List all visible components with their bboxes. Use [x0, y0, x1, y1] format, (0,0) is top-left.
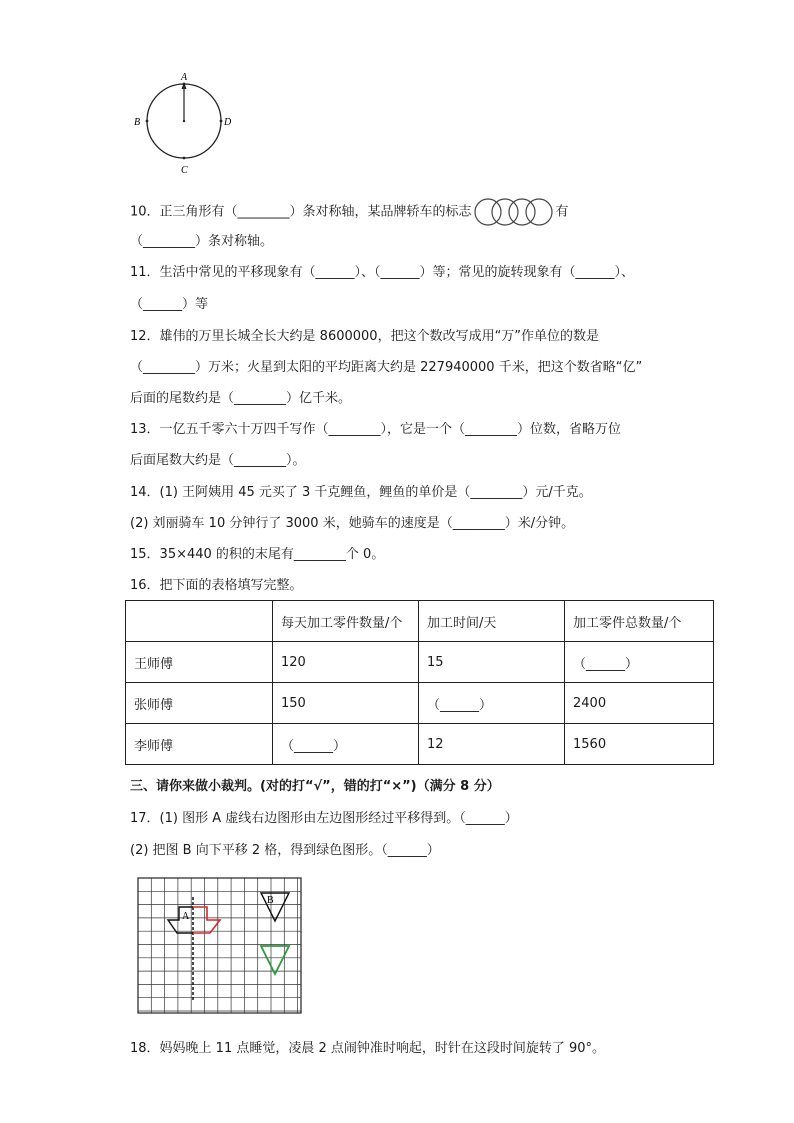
table-header-cell: 每天加工零件数量/个 — [273, 601, 419, 642]
q10-text-b: 有 — [555, 204, 569, 220]
table-cell: 15 — [419, 642, 565, 683]
q16-table — [125, 600, 714, 765]
clock-label-d: D — [224, 117, 232, 128]
section3-title: 三、请你来做小裁判。(对的打“√”，错的打“×”)（满分 8 分） — [130, 779, 500, 794]
q17-line1: 17．(1) 图形 A 虚线右边图形由左边图形经过平移得到。（______） — [130, 811, 518, 826]
clock-diagram — [130, 70, 240, 178]
table-header-cell — [126, 601, 273, 642]
q10-line1 — [130, 197, 569, 227]
clock-label-b: B — [134, 117, 141, 128]
table-cell-blank: （______） — [565, 642, 714, 683]
q11-line2: （______）等 — [130, 297, 209, 312]
q10-line2: （________）条对称轴。 — [130, 234, 274, 249]
q12-line2: （________）万米；火星到太阳的平均距离大约是 227940000 千米，把这个数省略“亿” — [130, 360, 643, 375]
figure-a-left — [168, 907, 193, 933]
table-cell: 150 — [273, 683, 419, 724]
q17-line2: (2) 把图 B 向下平移 2 格，得到绿色图形。（______） — [130, 843, 440, 858]
table-cell: 1560 — [565, 724, 714, 765]
figure-a-label: A — [182, 911, 190, 922]
table-cell: 120 — [273, 642, 419, 683]
table-header-row — [126, 601, 714, 642]
q15-line1: 15．35×440 的积的末尾有________个 0。 — [130, 547, 385, 562]
q14-line1: 14．(1) 王阿姨用 45 元买了 3 千克鲤鱼，鲤鱼的单价是（________）元/千克。 — [130, 485, 592, 500]
clock-label-a: A — [181, 72, 188, 83]
table-cell-name: 张师傅 — [126, 683, 273, 724]
q13-line1: 13．一亿五千零六十万四千写作（________），它是一个（________）位数，省略万位 — [130, 422, 622, 437]
figure-green — [261, 946, 289, 974]
q17-grid-figure — [137, 877, 303, 1015]
table-cell: 12 — [419, 724, 565, 765]
table-row — [126, 642, 714, 683]
figure-b-label: B — [267, 895, 274, 906]
car-logo-rings-icon — [474, 197, 554, 227]
q14-line2: (2) 刘丽骑车 10 分钟行了 3000 米，她骑车的速度是（________）米/分钟。 — [130, 516, 575, 531]
table-cell-name: 王师傅 — [126, 642, 273, 683]
table-cell-blank: （______） — [273, 724, 419, 765]
q12-line3: 后面的尾数约是（________）亿千米。 — [130, 391, 352, 406]
clock-label-c: C — [181, 165, 188, 176]
q12-line1: 12．雄伟的万里长城全长大约是 8600000，把这个数改写成用“万”作单位的数是 — [130, 329, 600, 344]
q10-text-a: 10．正三角形有（________）条对称轴，某品牌轿车的标志 — [130, 204, 472, 220]
table-row — [126, 683, 714, 724]
table-row — [126, 724, 714, 765]
figure-a-right — [193, 907, 220, 933]
table-cell-blank: （______） — [419, 683, 565, 724]
q18-line1: 18．妈妈晚上 11 点睡觉，凌晨 2 点闹钟准时响起，时针在这段时间旋转了 90°。 — [130, 1041, 606, 1056]
q11-line1: 11．生活中常见的平移现象有（______）、（______）等；常见的旋转现象有（______）、 — [130, 265, 635, 280]
q16-line1: 16．把下面的表格填写完整。 — [130, 578, 303, 593]
table-cell-name: 李师傅 — [126, 724, 273, 765]
figure-b — [261, 893, 289, 921]
table-cell: 2400 — [565, 683, 714, 724]
table-header-cell: 加工零件总数量/个 — [565, 601, 714, 642]
q13-line2: 后面尾数大约是（________）。 — [130, 453, 306, 468]
table-header-cell: 加工时间/天 — [419, 601, 565, 642]
